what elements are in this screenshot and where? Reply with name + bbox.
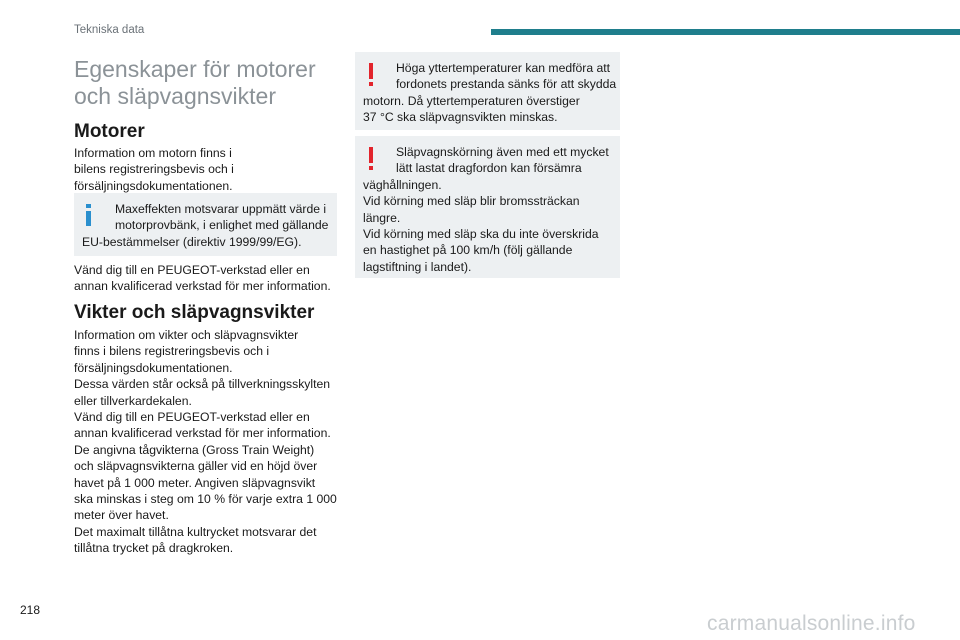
text-line: Det maximalt tillåtna kultrycket motsvarar det bbox=[74, 524, 317, 539]
note-line: Höga yttertemperaturer kan medföra att bbox=[396, 61, 611, 75]
note-line: fordonets prestanda sänks för att skydda bbox=[396, 77, 617, 92]
note-line: en hastighet på 100 km/h (följ gällande bbox=[363, 243, 573, 258]
note-line: Vid körning med släp blir bromssträckan bbox=[363, 194, 580, 209]
weights-heading: Vikter och släpvagnsvikter bbox=[74, 302, 315, 323]
note-line: Vid körning med släp ska du inte överskrida bbox=[363, 227, 599, 242]
warning-note-towing bbox=[355, 136, 620, 278]
text-line: bilens registreringsbevis och i bbox=[74, 162, 234, 177]
note-line: lätt lastat dragfordon kan försämra bbox=[396, 161, 582, 176]
note-line: Släpvagnskörning även med ett mycket bbox=[396, 145, 609, 159]
text-line: ska minskas i steg om 10 % för varje extra 1 000 bbox=[74, 492, 337, 507]
text-line: och släpvagnsvikterna gäller vid en höjd över bbox=[74, 459, 318, 474]
motors-contact bbox=[74, 262, 344, 295]
text-line: annan kvalificerad verkstad för mer information. bbox=[74, 426, 331, 441]
note-line: 37 °C ska släpvagnsvikten minskas. bbox=[363, 110, 558, 125]
header-section-label: Tekniska data bbox=[74, 24, 145, 36]
page-title-line: och släpvagnsvikter bbox=[74, 83, 276, 109]
page-title-line: Egenskaper för motorer bbox=[74, 56, 316, 82]
text-line: Vänd dig till en PEUGEOT-verkstad eller en bbox=[74, 410, 310, 425]
text-line: havet på 1 000 meter. Angiven släpvagnsvikt bbox=[74, 475, 316, 490]
text-line: Dessa värden står också på tillverkningsskylten bbox=[74, 377, 331, 392]
info-note bbox=[74, 193, 337, 256]
motors-heading: Motorer bbox=[74, 121, 145, 142]
note-line: väghållningen. bbox=[363, 177, 442, 192]
text-line: Information om vikter och släpvagnsvikter bbox=[74, 328, 299, 342]
text-line: meter över havet. bbox=[74, 508, 169, 523]
warning-icon bbox=[369, 147, 374, 170]
motors-intro bbox=[74, 145, 344, 194]
text-line: försäljningsdokumentationen. bbox=[74, 178, 233, 193]
note-line: lagstiftning i landet). bbox=[363, 259, 472, 274]
page-title bbox=[74, 56, 344, 110]
note-line: Maxeffekten motsvarar uppmätt värde i bbox=[115, 202, 327, 216]
text-line: De angivna tågvikterna (Gross Train Weight) bbox=[74, 442, 315, 457]
note-line: motorn. Då yttertemperaturen överstiger bbox=[363, 93, 580, 108]
page-number: 218 bbox=[20, 603, 41, 617]
text-line: annan kvalificerad verkstad för mer information. bbox=[74, 279, 331, 294]
watermark: carmanualsonline.info bbox=[707, 612, 916, 635]
text-line: finns i bilens registreringsbevis och i bbox=[74, 344, 270, 359]
note-line: EU-bestämmelser (direktiv 1999/99/EG). bbox=[82, 234, 302, 249]
warning-note-temperature bbox=[355, 52, 620, 130]
text-line: tillåtna trycket på dragkroken. bbox=[74, 541, 234, 556]
header-accent-bar bbox=[491, 29, 960, 35]
warning-icon bbox=[369, 63, 374, 86]
text-line: försäljningsdokumentationen. bbox=[74, 360, 233, 375]
text-line: Information om motorn finns i bbox=[74, 146, 232, 160]
text-line: Vänd dig till en PEUGEOT-verkstad eller en bbox=[74, 263, 310, 277]
weights-body bbox=[74, 327, 344, 557]
note-line: motorprovbänk, i enlighet med gällande bbox=[115, 218, 329, 233]
note-line: längre. bbox=[363, 210, 401, 225]
info-icon bbox=[86, 204, 91, 226]
text-line: eller tillverkardekalen. bbox=[74, 393, 192, 408]
